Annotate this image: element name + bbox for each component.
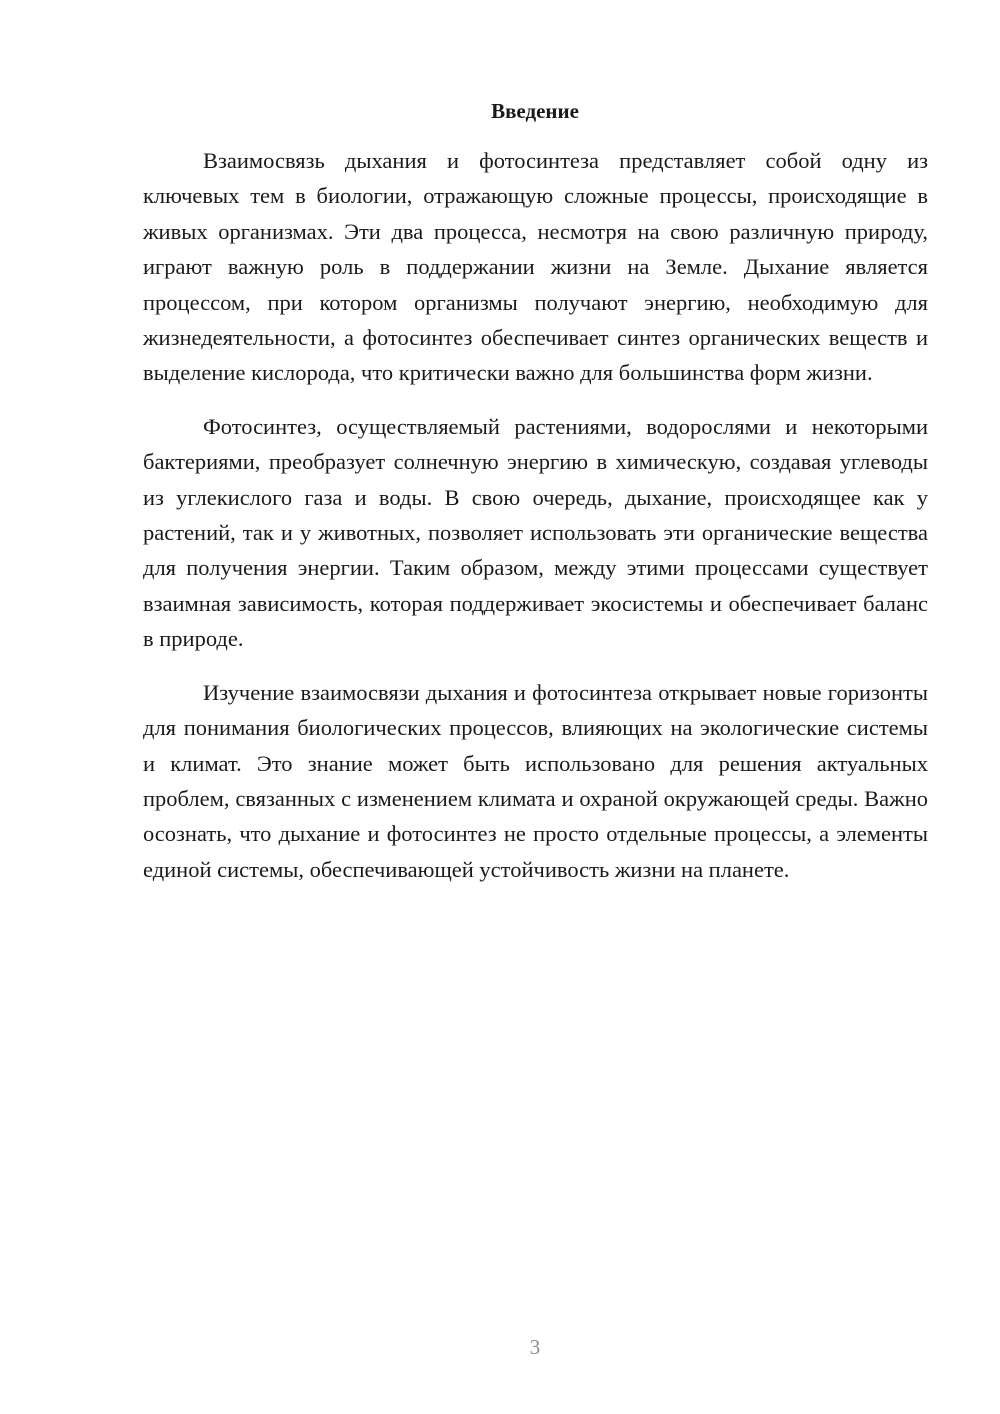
paragraph-2: Фотосинтез, осуществляемый растениями, водорослями и некоторыми бактериями, преобразует солнечную энергию в химическую, создавая углеводы из углекислого газа и воды. В свою очередь, дыхание, происходящее как у растений, так и у животных, позволяет использовать эти органические вещества для получения энергии. Таким образом, между этими процессами существует взаимная зависимость, которая поддерживает экосистемы и обеспечивает баланс в природе. — [143, 413, 928, 652]
page-title: Введение — [491, 99, 579, 123]
paragraph-3: Изучение взаимосвязи дыхания и фотосинтеза открывает новые горизонты для понимания биологических процессов, влияющих на экологические системы и климат. Это знание может быть использовано для решения актуальных проблем, связанных с изменением климата и охраной окружающей среды. Важно осознать, что дыхание и фотосинтез не просто отдельные процессы, а элементы единой системы, обеспечивающей устойчивость жизни на планете. — [143, 679, 928, 882]
page-number: 3 — [529, 1335, 541, 1359]
body-text — [143, 143, 928, 905]
paragraph-1: Взаимосвязь дыхания и фотосинтеза представляет собой одну из ключевых тем в биологии, отражающую сложные процессы, происходящие в живых организмах. Эти два процесса, несмотря на свою различную природу, играют важную роль в поддержании жизни на Земле. Дыхание является процессом, при котором организмы получают энергию, необходимую для жизнедеятельности, а фотосинтез обеспечивает синтез органических веществ и выделение кислорода, что критически важно для большинства форм жизни. — [143, 148, 928, 386]
